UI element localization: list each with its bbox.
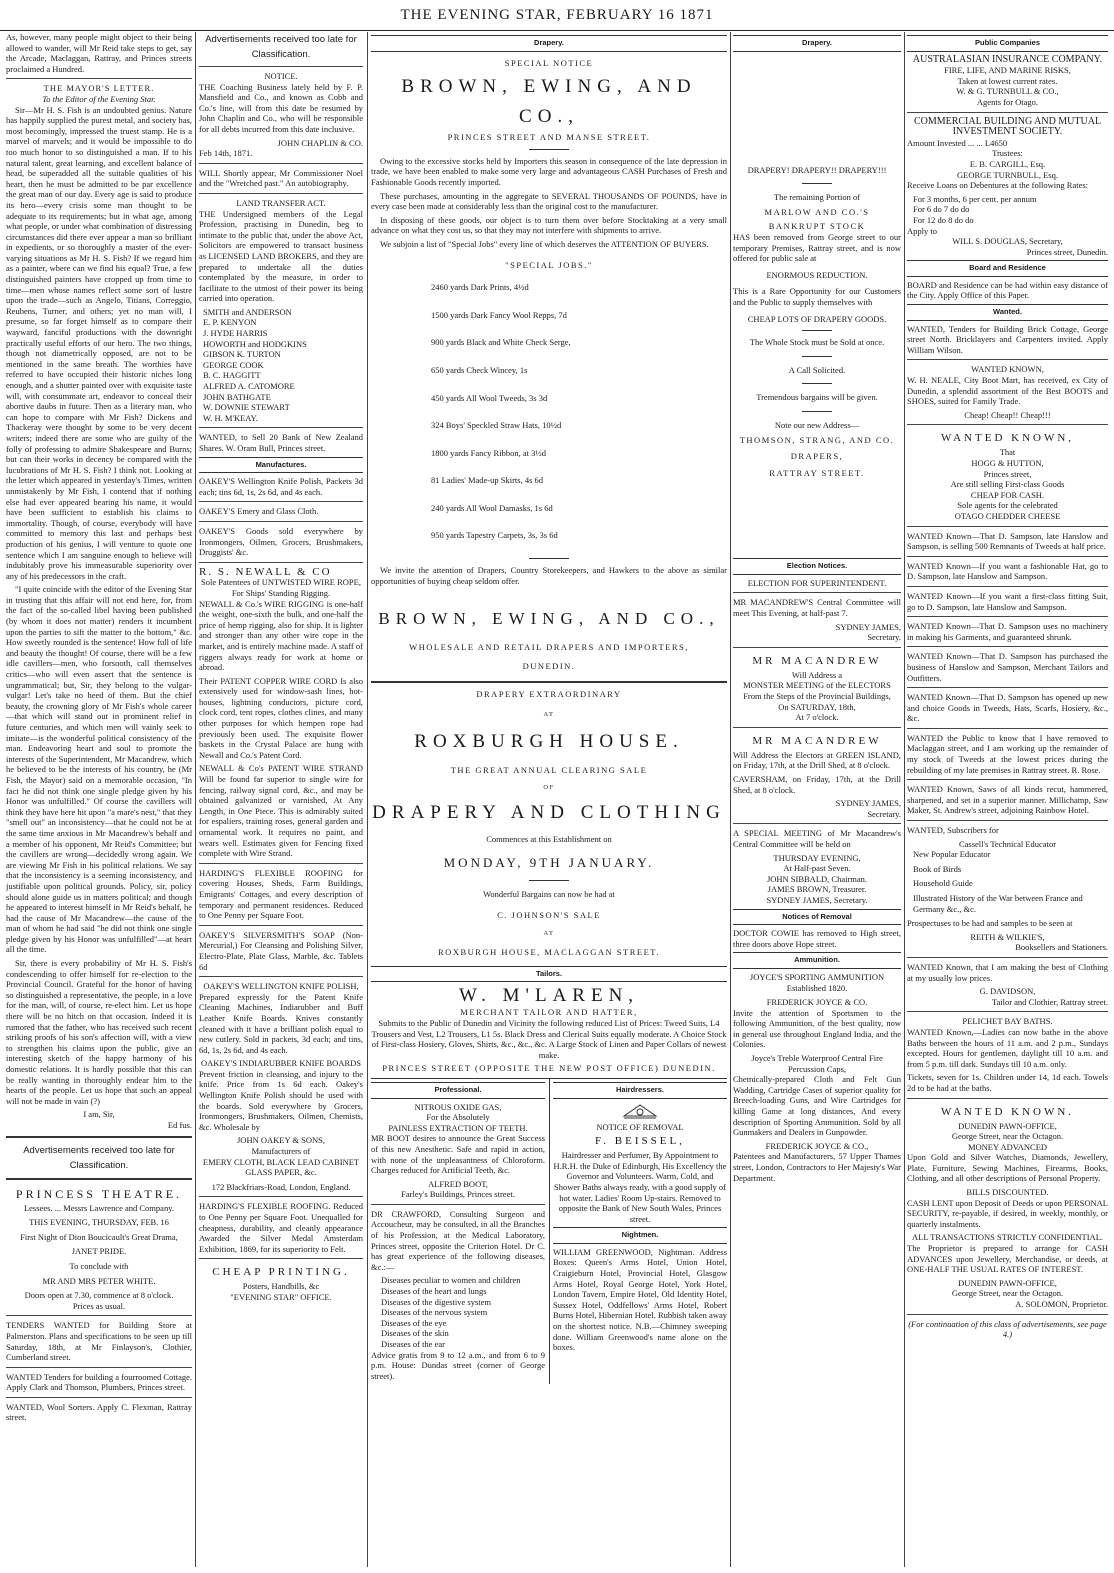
- ad-greenwood: WILLIAM GREENWOOD, Nightman. Address Boxes: Queen's Arms Hotel, Union Hotel, Craigieburn Hotel, Provincial Hotel, Glasgow Arms Hotel, Royal George Hotel, York Hotel, London Tavern, Empire Hotel, Old Identity Hotel, Sussex Hotel, Oddfellows' Arms Hotel, Robert Burns Hotel, Hibernian Hotel. Rubbish taken away on the shortest notice. N.B.—Chimney sweeping done. William Greenwood's name alone on the boxes.: [553, 1246, 727, 1353]
- treasurer: JAMES BROWN, Treasurer.: [767, 884, 867, 895]
- princess-theatre-title: PRINCESS THEATRE.: [15, 1186, 183, 1201]
- land-transfer-title: LAND TRANSFER ACT.: [236, 197, 326, 208]
- book-list: [907, 849, 1108, 914]
- secretary-title: Secretary.: [867, 632, 901, 643]
- green-island: Will Address the Electors at GREEN ISLAND, on Friday, 17th, at the Drill Shed, at 8 o'clock.: [733, 749, 901, 771]
- prospectuses: Prospectuses to be had and samples to be seen at: [907, 918, 1073, 929]
- job-item: 240 yards All Wool Damasks, 1s 6d: [431, 502, 553, 513]
- wanted-known-2: WANTED KNOWN,: [940, 432, 1075, 445]
- continuation-note: (For continuation of this class of advertisements, see page 4.): [908, 1318, 1107, 1340]
- commences: Commences at this Establishment on: [486, 833, 612, 844]
- job-item: 450 yards All Wool Tweeds, 3s 3d: [431, 392, 548, 403]
- marlow: MARLOW AND CO.'S: [764, 206, 870, 217]
- notice-signature: JOHN CHAPLIN & CO.: [277, 137, 363, 148]
- ad-oakey-emery: OAKEY'S Emery and Glass Cloth.: [199, 506, 319, 517]
- royal-arms-icon: [620, 1102, 660, 1120]
- whole-stock: The Whole Stock must be Sold at once.: [749, 337, 885, 348]
- brown-ewing-disposing: In disposing of these goods, our object is to turn them over before Stocktaking at a very small advance on what they cost us, so that they may not interfere with shipments to arrive.: [371, 214, 727, 236]
- established: Established 1820.: [786, 982, 848, 993]
- brown-ewing-invite: We invite the attention of Drapers, Country Storekeepers, and Hawkers to the above as similar opportunities of buying cheap seldom offer.: [371, 565, 727, 586]
- ad-beissel: Hairdresser and Perfumer, By Appointment to H.R.H. the Duke of Edinburgh, His Excellency the Governor and Volunteers. Warm, Cold, and Shower Baths always ready, with a good supply of hot water. Ladies' Room Up-stairs. Removed to opposite the Bank of New South Wales, Princes street.: [553, 1150, 727, 1224]
- solicitor-name: HOWORTH and HODGKINS: [203, 338, 307, 349]
- wanted-known-3: WANTED KNOWN.: [940, 1105, 1075, 1118]
- clearing-sale: THE GREAT ANNUAL CLEARING SALE: [450, 764, 648, 775]
- that: That: [999, 447, 1016, 458]
- solomon: A. SOLOMON, Proprietor.: [1015, 1299, 1108, 1309]
- notice-date: Feb 14th, 1871.: [199, 148, 253, 159]
- thomson-strang: THOMSON, STRANG, AND CO.: [739, 434, 895, 445]
- job-item: 2460 yards Dark Prints, 4½d: [431, 282, 529, 293]
- late-ads-header: Advertisements received too late for Classification.: [23, 1144, 175, 1171]
- letter-signoff: I am, Sir,: [83, 1109, 115, 1120]
- ad-sampson: WANTED Known—That D. Sampson has purchased the business of Hanslow and Sampson, Merchant Tailors and Outfitters.: [907, 651, 1108, 683]
- lowest-rates: Taken at lowest current rates.: [957, 75, 1058, 86]
- rates-list: [907, 194, 1108, 226]
- nitrous-title: NITROUS OXIDE GAS,: [414, 1101, 502, 1112]
- pawn-office-2: DUNEDIN PAWN-OFFICE,: [958, 1277, 1057, 1288]
- wanted-known: WANTED KNOWN,: [971, 364, 1044, 375]
- wholesale-line: WHOLESALE AND RETAIL DRAPERS AND IMPORTERS,: [409, 642, 689, 653]
- drapers: DRAPERS,: [790, 451, 844, 462]
- newall-subtitle: Sole Patentees of UNTWISTED WIRE ROPE, For Ships' Standing Rigging.: [201, 577, 361, 598]
- column-late-ads: [199, 32, 363, 1567]
- bankrupt-stock: BANKRUPT STOCK: [768, 221, 866, 232]
- remaining-portion: The remaining Portion of: [773, 192, 861, 203]
- ad-cowie: DOCTOR COWIE has removed to High street, three doors above Hope street.: [733, 928, 901, 949]
- bath-tickets: Tickets, seven for 1s. Children under 14, 1d each. Towels 2d to be had at the baths.: [907, 1072, 1108, 1093]
- thursday-evening: THURSDAY EVENING,: [773, 852, 861, 863]
- joyce-title: JOYCE'S SPORTING AMMUNITION: [749, 971, 885, 982]
- pawn-street: George Street, near the Octagon.: [951, 1131, 1064, 1142]
- book-item: New Popular Educator: [913, 849, 991, 860]
- letter-signature: Ed fus.: [167, 1119, 192, 1130]
- douglas: WILL S. DOUGLAS, Secretary,: [952, 236, 1063, 247]
- sole-agents: Sole agents for the celebrated: [957, 500, 1058, 511]
- brown-ewing-title: BROWN, EWING, AND CO.,: [401, 76, 697, 128]
- ad-coaching-notice: THE Coaching Business lately held by F. P. Mansfield and Co., and known as Cobb and Co.'s line, will from this date be resumed by John Chaplin and Co., who will be responsible for all debts incurred from this date inclusive.: [199, 81, 363, 134]
- rattray: RATTRAY STREET.: [769, 467, 865, 478]
- new-address: Note our new Address—: [774, 419, 860, 430]
- bargains: Wonderful Bargains can now be had at: [483, 889, 615, 900]
- letter-paragraph: Sir—Mr H. S. Fish is an undoubted genius. Nature has happily supplied the purest metal, and society has, most becomingly, impressed the truest stamp. He is a marvel of marvels; and it would be impossible to do too much honor to so distinguished a man. If to his natural talent, great learning, and excellent balance of head, be superadded all the suitable qualities of his heart, then he must be admitted to be par excellence the great man of our day. Every age is said to produce its hero—every crisis some man thought to be adequate to its requirements; but in what age, among what people, or under what combination of distressing circumstances did there ever appear a man so brilliant in expedients, or so thoroughly a master of the ever-varying situations as Mr H. S. Fish? If we regard him as a painter, where can we find his equal? True, a few distinguished painters have cropped up from time to time—men whose names reflect some sort of lustre upon the trade—such as Angelo, Titians, Correggio, Reubens, Turner, and others; yet no man will, I presume, so far forget himself as to compare their wayward, fanciful productions with the downright practically useful efforts of our hero. The two things, though not diametrically opposed, are not to be mentioned in the same breath. The worthies have referred to have occupied their historic niches long enough, and a shutter painted over with exquisite taste will, with consummate art, endeavor to conceal their abortive daubs in future. Then as a literary man, who can hope to compare with Mr Fish? Dickens and Thackeray were thought by some to be very decent writers; indeed there are some who are guilty of the folly of professing to admire Shakespeare and Burns; but can their works in decency be compared with the lucubrations of Mr H. S. Fish? I think not. Looking at the letter which appeared in yesterday's Times, written unmistakenly by Mr Fish, I contend that if nothing else had ever appeared bearing his name, it would have been sufficient to establish his claims to immortality. Though, of course, everybody will have committed to memory this last and perhaps best production of his genius, I will venture to quote one sentence which I am sanguine enough to believe will indubitably prove his immeasurable superiority over any of his predecessors in the craft.: [6, 104, 192, 581]
- mlaren-prices: Submits to the Public of Dunedin and Vicinity the following reduced List of Prices: Tweed Suits, L4 Trousers and Vest, L2 Trousers, L1 5s. Black Dress and Clerical Suits equally moderate. A Choice Stock of First-class Hosiery, Gloves, Shirts, &c., &c., &c. A Large Stock of Linen and Paper Collars of newest make.: [371, 1017, 727, 1060]
- ad-tenders-cottage: WANTED Tenders for building a fourroomed Cottage. Apply Clark and Thomson, Plumbers, Princes street.: [6, 1371, 192, 1393]
- book-item: Book of Birds: [913, 863, 962, 874]
- letter-paragraph: "I quite coincide with the editor of the Evening Star in trusting that this affair will not end here, for, from the fact of the so-called libel having been published (by whom it does not matter) renders it incumbent upon the parties to sift the matter to the bottom," &c. How sweetly rounded is the sentence! How full of life and beauty the thought! Of course, there will be a few idle cavillers—men, who forsooth, call themselves critics—who will even assert that the sentence is ungrammatical; but, Sir, they belong to the vulgar-vulgar! Let's take no heed of them. But the chief beauty, the crowning glory of Mr Fish's whole career—that which will stand out in prominent relief in future centuries, and which men will vainly seek to imitate—is the wonderful political consistency of the man. Endeavoring heart and soul to promote the interests of the Superintendent, Mr Macandrew, which he believed to be the interests of his country, he (Mr Fish, the Mayor) said on a memorable occasion, "In fact he did not think one single pledge given by his Honor was unfulfilled." Of course the cavillers will think they have here hit upon "a mare's nest," that they "smell out" an inconsistency—that he could not be at the same time anxious in Mr Macandrew's behalf and a member of his opponent, Mr Reid's Committee; but the cavillers are wrong—decidedly wrong again. We are viewing Mr Fish in his political relations. We say that the inconsistency is a seeming inconsistency, and justifiable upon political grounds. Policy, sir, policy should alone guide us in matters political; and though he appeared to interest himself in Mr Reid's behalf, he had the cause of Mr Macandrew—the cause of the man of whom he had said "he did not think one single pledge given by his Honor was unfulfilled"—at heart all the time.: [6, 584, 192, 955]
- hogg-hutton: HOGG & HUTTON,: [971, 458, 1044, 468]
- disease-item: Diseases of the heart and lungs: [381, 1286, 487, 1297]
- ad-boot: MR BOOT desires to announce the Great Success of this new Anesthetic. Safe and rapid in action, with none of the unpleasantness of Chloroform. Charges reduced for Artificial Teeth, &c.: [371, 1133, 545, 1176]
- disease-item: Diseases of the nervous system: [381, 1307, 488, 1318]
- painless-title: PAINLESS EXTRACTION OF TEETH.: [388, 1122, 528, 1133]
- solicitor-name: E. P. KENYON: [203, 317, 257, 328]
- disease-item: Diseases of the digestive system: [381, 1296, 492, 1307]
- masthead: THE EVENING STAR, FEBRUARY 16 1871: [0, 0, 1114, 31]
- section-heading: Public Companies: [907, 35, 1108, 52]
- prices: Prices as usual.: [72, 1300, 126, 1311]
- beissel-title: F. BEISSEL,: [595, 1135, 685, 1148]
- section-heading: Tailors.: [371, 966, 727, 983]
- ad-sampson: WANTED Known—That D. Sampson, late Hanslow and Sampson, is selling 500 Remnants of Tweeds at half price.: [907, 530, 1108, 552]
- enormous-reduction: ENORMOUS REDUCTION.: [766, 269, 868, 280]
- roxburgh-house-title: ROXBURGH HOUSE.: [414, 730, 684, 752]
- solicitor-name: ALFRED A. CATOMORE: [203, 381, 295, 392]
- job-item: 650 yards Check Wincey, 1s: [431, 364, 528, 375]
- late-ads-header: Advertisements received too late for Classification.: [205, 34, 357, 60]
- section-heading: Wanted.: [907, 304, 1108, 321]
- cheap-lots: CHEAP LOTS OF DRAPERY GOODS.: [747, 313, 887, 324]
- bottom-split: [371, 1079, 727, 1384]
- polish-title: OAKEY'S WELLINGTON KNIFE POLISH,: [203, 981, 359, 992]
- confidential: ALL TRANSACTIONS STRICTLY CONFIDENTIAL.: [911, 1232, 1104, 1243]
- meeting-day: On SATURDAY, 18th,: [778, 701, 856, 712]
- ad-removed: HAS been removed from George street to our temporary Premises, Rattray street, and is now offered for public sale at: [733, 231, 901, 264]
- meeting-time: At 7 o'clock.: [795, 712, 839, 723]
- drapery-extraordinary: DRAPERY EXTRAORDINARY: [476, 689, 622, 700]
- sale-date: MONDAY, 9TH JANUARY.: [443, 855, 655, 871]
- ad-newall-copper: Their PATENT COPPER WIRE CORD Is also extensively used for window-sash lines, hot-houses, lightning conductors, picture cord, clock cord, tent ropes, clothes clines, and many other purposes for which hempen rope had previously been used. The exquisite flower baskets in the Crystal Palace are hung with Newall and Co.'s Patent Cord.: [199, 675, 363, 760]
- amount-invested: Amount Invested ... ... L4650: [907, 137, 1008, 148]
- ad-harding-roofing-2: HARDING'S FLEXIBLE ROOFING. Reduced to One Penny per Square Foot. Unequalled for cheapness, durability, and cleanly appearance Awarded the Silver Medal Amsterdam Exhibition, 1869, for its superiority to Felt.: [199, 1201, 363, 1254]
- joyce-wadding: Chemically-prepared Cloth and Felt Gun Wadding, Cartridge Cases of superior quality for Breech-loading Guns, and Wire Cartridges for killing Game at long distances, And every description of Sporting Ammunition. Sold by all Gunmakers and Dealers in Gunpowder.: [733, 1074, 901, 1138]
- secretary-title-2: Secretary.: [867, 808, 901, 819]
- will-address: Will Address a: [791, 669, 843, 680]
- letter-salutation: To the Editor of the Evening Star.: [42, 93, 156, 104]
- commercial-title: COMMERCIAL BUILDING AND MUTUAL INVESTMENT SOCIETY.: [913, 115, 1102, 138]
- evening-star-office: "EVENING STAR" OFFICE.: [230, 1291, 332, 1302]
- caversham: CAVERSHAM, on Friday, 17th, at the Drill Shed, at 8 o'clock.: [733, 774, 901, 795]
- election-title: ELECTION FOR SUPERINTENDENT.: [747, 577, 887, 588]
- opening-paragraph: As, however, many people might object to their being allowed to wander, will Mr Reid take steps to get, say the Arcade, Maclaggan, Rattray, and Princes streets proclaimed a Hundred.: [6, 32, 192, 74]
- column-companies-wanted: [907, 32, 1108, 1567]
- money-advanced: MONEY ADVANCED: [967, 1141, 1048, 1152]
- ad-autobiography: WILL Shortly appear, Mr Commissioner Noel and the "Wretched past." An autobiography.: [199, 167, 363, 189]
- cash-lent: CASH LENT upon Deposit of Deeds or upon PERSONAL SECURITY, re-payable, if desired, in weekly, monthly, or quarterly instalments.: [907, 1197, 1108, 1229]
- cheap-for-cash: CHEAP FOR CASH.: [970, 489, 1045, 500]
- solicitor-name: GIBSON K. TURTON: [203, 349, 281, 360]
- book-item: Illustrated History of the War between France and Germany &c., &c.: [913, 893, 1083, 914]
- trustee-name: E. B. CARGILL, Esq.: [969, 158, 1046, 169]
- rare-opportunity: This is a Rare Opportunity for our Customers and the Public to supply themselves with: [733, 286, 901, 307]
- brown-ewing-owing: Owing to the excessive stocks held by Importers this season in consequence of the late depression in trade, we have been enabled to make some very large and advantageous CASH Purchases of Fresh and Fashionable Goods recently imported.: [371, 155, 727, 187]
- column-rule: [904, 32, 905, 1567]
- performance-date: THIS EVENING, THURSDAY, FEB. 16: [29, 1217, 169, 1228]
- boards-title: OAKEY'S INDIARUBBER KNIFE BOARDS: [201, 1058, 361, 1069]
- column-drapery-elections: [733, 32, 901, 1567]
- australasian-title: AUSTRALASIAN INSURANCE COMPANY.: [912, 53, 1103, 65]
- proprietor-prepared: The Proprietor is prepared to arrange for CASH ADVANCES upon Jewellery, Merchandise, or deeds, at ONE-HALF THE USUAL RATES OF INTEREST.: [907, 1243, 1108, 1275]
- ad-sampson: WANTED Known—If you want a first-class fitting Suit, go to D. Sampson, late Hanslow and Sampson.: [907, 590, 1108, 612]
- brown-ewing-title-2: BROWN, EWING, AND CO.,: [378, 609, 720, 629]
- half-seven: At Half-past Seven.: [783, 863, 851, 874]
- ad-land-transfer: THE Undersigned members of the Legal Profession, practising in Dunedin, beg to intimate to the public that, under the above Act, Solicitors are empowered to transact business as LICENSED LAND BROKERS, and they are prepared to undertake all the duties contemplated by the measure, in order to facilitate to the utmost of their power its being carried into operation.: [199, 208, 363, 304]
- ad-newall-strand: NEWALL & Co's PATENT WIRE STRAND Will be found far superior to single wire for fencing, railway signal cord, &c., and may be obtained galvanized or varnished, At Any Length, in One Piece. This is admirably suited for espaliers, training roses, general garden and ornamental work. It requires no paint, and wears well. Estimates given for Fencing fixed complete with Wire Strand.: [199, 763, 363, 859]
- cheap-cheap: Cheap! Cheap!! Cheap!!!: [964, 409, 1051, 420]
- still-selling: Are still selling First-class Goods: [950, 479, 1065, 490]
- farce-title: MR AND MRS PETER WHITE.: [42, 1275, 156, 1286]
- dunedin-line: DUNEDIN.: [522, 660, 576, 671]
- posters: Posters, Handbills, &c: [242, 1281, 320, 1292]
- ad-tenders-store: TENDERS WANTED for Building Store at Palmerston. Plans and specifications to be seen up till Saturday, 18th, at Mr Finlayson's, Clothier, Cumberland street.: [6, 1320, 192, 1363]
- book-item: Household Guide: [913, 878, 973, 889]
- section-heading: Drapery.: [371, 35, 727, 52]
- secretary-name-2: SYDNEY JAMES,: [835, 798, 901, 809]
- macandrew-title-2: MR MACANDREW: [752, 734, 882, 747]
- apply-to: Apply to: [907, 225, 937, 236]
- cheap-printing-title: CHEAP PRINTING.: [212, 1266, 350, 1279]
- letter-paragraph: Sir, there is every probability of Mr H. S. Fish's condescending to offer himself for re-election to the Provincial Council. Grateful for the honor of having so distinguished a representative, the people, in a love for the man, will, of course, re-elect him. Let us hope there will be no hitch on that occasion. Indeed it is rumored that the father, who has received such recent striking proofs of his son's affection will, with a view to strengthen his claims upon the public, give an interesting sketch of the happy harmony of his domestic relations. It is hardly possible that this can be really wanting in thoroughly endear him to the hearts of the people. Let us hope that such an appeal will not be made in vain (?): [6, 958, 192, 1106]
- newall-title: R. S. NEWALL & CO: [199, 565, 332, 578]
- bills-discounted: BILLS DISCOUNTED.: [966, 1187, 1049, 1198]
- professional-block: [371, 1079, 550, 1384]
- solicitor-name: B. C. HAGGITT: [203, 370, 261, 381]
- at-label-2: AT: [543, 929, 555, 937]
- call-solicited: A Call Solicited.: [788, 364, 846, 375]
- ad-wool-sorters: WANTED, Wool Sorters. Apply C. Flexman, Rattray street.: [6, 1401, 192, 1423]
- drapery-banner: DRAPERY! DRAPERY!! DRAPERY!!!: [747, 164, 887, 175]
- solicitor-name: W. DOWNIE STEWART: [203, 402, 290, 413]
- disease-item: Diseases of the skin: [381, 1328, 449, 1339]
- ad-oakey-soap: OAKEY'S SILVERSMITH'S SOAP (Non-Mercurial,) For Cleansing and Polishing Silver, Electro-Plate, Plate Glass, Marble, &c. Tablets 6d: [199, 929, 363, 972]
- at-label: AT: [543, 711, 555, 719]
- oakey-sons: JOHN OAKEY & SONS,: [237, 1135, 325, 1146]
- ad-sampson: WANTED Known—That D. Sampson has opened up new and choice Goods in Tweeds, Hats, Scarfs, Hosiery, &c., &c.: [907, 692, 1108, 724]
- door-times: Doors open at 7.30, commence at 8 o'clock.: [24, 1290, 174, 1301]
- ad-sampson: WANTED Known—That D. Sampson uses no machinery in making his Garments, and guaranteed shrunk.: [907, 621, 1108, 642]
- ad-oakey-goods: OAKEY'S Goods sold everywhere by Ironmongers, Oilmen, Grocers, Brushmakers, Druggists' &c.: [199, 525, 363, 558]
- section-heading: Election Notices.: [733, 558, 901, 575]
- oakey-address: 172 Blackfriars-Road, London, England.: [211, 1181, 351, 1192]
- percussion-caps: Joyce's Treble Waterproof Central Fire Percussion Caps,: [751, 1053, 883, 1074]
- emery-cloth: EMERY CLOTH, BLACK LEAD CABINET GLASS PAPER, &c.: [202, 1156, 360, 1178]
- booksellers: Booksellers and Stationers.: [1015, 942, 1108, 953]
- section-heading: Manufactures.: [199, 457, 363, 474]
- joyce-patentees: Patentees and Manufacturers, 57 Upper Thames street, London, Contractors to Her Majesty's War Department.: [733, 1151, 901, 1183]
- mlaren-title: W. M'LAREN,: [458, 985, 640, 1007]
- frederick-joyce-2: FREDERICK JOYCE & CO.,: [765, 1140, 869, 1151]
- ad-boards-body: Prevent friction in cleansing, and injury to the knife. Price from 1s 6d each. Oakey's Wellington Knife Polish should be used with the boards. Sold everywhere by Grocers, Ironmongers, Brushmakers, Oilmen, Chemists, &c. Wholesale by: [199, 1068, 363, 1132]
- ad-board: BOARD and Residence can be had within easy distance of the City. Apply Office of this Paper.: [907, 279, 1108, 301]
- ad-brick-cottage: WANTED, Tenders for Building Brick Cottage, George street North. Bricklayers and Carpenters invited. Apply William Wilson.: [907, 323, 1108, 355]
- ad-rose: WANTED the Public to know that I have removed to Maclaggan street, and I am working up the remainder of my stock of Tweeds at the lowest prices during the rebuilding of my late premises in Rattray street. R. Rose.: [907, 732, 1108, 775]
- section-heading: Hairdressers.: [553, 1082, 727, 1099]
- removal-notice: NOTICE OF REMOVAL: [596, 1121, 684, 1132]
- tremendous: Tremendous bargains will be given.: [756, 392, 878, 403]
- column-rule: [367, 32, 368, 1567]
- secretary: SYDNEY JAMES, Secretary.: [766, 894, 868, 905]
- ad-polish-body: Prepared expressly for the Patent Knife Cleaning Machines, Indiarubber and Buff Leather Knife Boards. Knives constantly cleaned with it have a brilliant polish equal to new cutlery. Sold in packets, 3d each; and tins, 6d, 1s, 2s 6d, and 4s each.: [199, 991, 363, 1055]
- tailor-clothier: Tailor and Clothier, Rattray street.: [991, 996, 1108, 1007]
- job-item: 950 yards Tapestry Carpets, 3s, 3s 6d: [431, 530, 558, 541]
- disease-item: Diseases of the ear: [381, 1339, 445, 1349]
- davidson: G. DAVIDSON,: [979, 986, 1036, 997]
- special-meeting: A SPECIAL MEETING of Mr Macandrew's Central Committee will be held on: [733, 828, 901, 849]
- secretary-name: SYDNEY JAMES,: [835, 621, 901, 632]
- solicitor-list: [199, 307, 363, 424]
- reith-wilkie: REITH & WILKIE'S,: [970, 931, 1045, 942]
- disease-item: Diseases peculiar to women and children: [381, 1275, 521, 1286]
- chairman: JOHN SIBBALD, Chairman.: [766, 873, 868, 884]
- pawn-office: DUNEDIN PAWN-OFFICE,: [958, 1120, 1057, 1131]
- receive-loans: Receive Loans on Debentures at the following Rates:: [907, 180, 1089, 191]
- douglas-address: Princes street, Dunedin.: [1026, 246, 1108, 257]
- ad-bank-shares: WANTED, to Sell 20 Bank of New Zealand Shares. W. Oram Bull, Princes street.: [199, 432, 363, 453]
- ad-clothing: WANTED Known, that I am making the best of Clothing at my usually low prices.: [907, 961, 1108, 983]
- agents: Agents for Otago.: [976, 96, 1039, 107]
- of-label: OF: [543, 784, 555, 792]
- drapery-clothing-title: DRAPERY AND CLOTHING: [372, 801, 726, 823]
- brown-ewing-subjoin: We subjoin a list of "Special Jobs" every line of which deserves the ATTENTION OF BUYERS.: [380, 238, 709, 249]
- ad-newall-rigging: NEWALL & Co.'s WIRE RIGGING is one-half the weight, one-sixth the bulk, and one-half the price of hemp rigging, also for ship. It is lighter and stronger than any other wire rope in the market, and is entirely machine made. A staff of riggers always ready for work at home or abroad.: [199, 598, 363, 673]
- subscribers: WANTED, Subscribers for: [907, 825, 999, 836]
- mlaren-address: PRINCES STREET (OPPOSITE THE NEW POST OFFICE) DUNEDIN.: [382, 1063, 716, 1074]
- ad-sampson: WANTED Known—If you want a fashionable Hat, go to D. Sampson, late Hanslow and Sampson.: [907, 560, 1108, 582]
- section-heading: Notices of Removal: [733, 909, 901, 926]
- disease-item: Diseases of the eye: [381, 1317, 447, 1328]
- notice-title: NOTICE.: [264, 71, 298, 81]
- alfred-boot: ALFRED BOOT,: [428, 1178, 488, 1189]
- turnbull: W. & G. TURNBULL & CO.,: [956, 86, 1059, 97]
- macandrew-title: MR MACANDREW: [752, 654, 882, 667]
- solicitor-name: J. HYDE HARRIS: [203, 328, 268, 339]
- monster-meeting: MONSTER MEETING of the ELECTORS: [743, 680, 891, 691]
- section-heading: Drapery.: [733, 35, 901, 52]
- section-heading: Board and Residence: [907, 260, 1108, 277]
- trustees: Trustees:: [992, 148, 1023, 159]
- letter-title: THE MAYOR'S LETTER.: [43, 83, 155, 94]
- job-item: 324 Boys' Speckled Straw Hats, 10½d: [431, 420, 562, 431]
- chedder-cheese: OTAGO CHEDDER CHEESE: [954, 510, 1061, 521]
- ad-baths: WANTED Known,—Ladies can now bathe in the above Baths between the hours of 11 a.m. and 2 p.m., Sundays excepted. Hours for gentlemen, daylight till 10 a.m. and from 5 p.m. till dark. Sundays till 10 a.m. only.: [907, 1026, 1108, 1069]
- column-mayors-letter: [6, 32, 192, 1567]
- ad-oakey-polish: OAKEY'S Wellington Knife Polish, Packets 3d each; tins 6d, 1s, 2s 6d, and 4s each.: [199, 476, 363, 497]
- ad-mac-committee: MR MACANDREW'S Central Committee will meet This Evening, at half-past 7.: [733, 597, 901, 619]
- special-jobs-title: "SPECIAL JOBS.": [505, 259, 593, 270]
- trustee-name: GEORGE TURNBULL, Esq.: [957, 169, 1058, 180]
- section-heading: Ammunition.: [733, 952, 901, 969]
- play-title: JANET PRIDE.: [71, 1246, 127, 1257]
- advice-hours: Advice gratis from 9 to 12 a.m., and from 6 to 9 p.m. House: Dundas street (corner of George street).: [371, 1349, 545, 1381]
- frederick-joyce: FREDERICK JOYCE & CO.: [766, 997, 868, 1008]
- cassell: Cassell's Technical Educator: [958, 838, 1057, 849]
- pawn-body: Upon Gold and Silver Watches, Diamonds, Jewellery, Plate, Furniture, Sewing Machines, Firearms, Books, Clothing, and all other descriptions of Personal Property.: [907, 1152, 1108, 1184]
- mlaren-subtitle: MERCHANT TAILOR AND HATTER,: [460, 1007, 638, 1018]
- column-rule: [195, 32, 196, 1567]
- solicitor-name: W. H. M'KEAY.: [203, 412, 258, 423]
- joyce-invite: Invite the attention of Sportsmen to the following Ammunition, of the best quality, now in general use throughout England India, and the Colonies.: [733, 1007, 901, 1050]
- ad-saws: WANTED Known, Saws of all kinds recut, hammered, sharpened, and set in a superior manner. Millichamp, Saw Maker, St. Andrew's street, adjoining Rainbow Hotel.: [907, 784, 1108, 816]
- brown-ewing-address: PRINCES STREET AND MANSE STREET.: [447, 132, 651, 143]
- section-heading: Nightmen.: [553, 1227, 727, 1244]
- section-heading: Professional.: [371, 1082, 545, 1099]
- pawn-street-2: George Street, near the Octagon.: [951, 1288, 1064, 1299]
- job-item: 1800 yards Fancy Ribbon, at 3½d: [431, 447, 546, 458]
- solicitor-name: SMITH and ANDERSON: [203, 306, 292, 317]
- job-item: 900 yards Black and White Check Serge,: [431, 337, 571, 348]
- ad-neale: W. H. NEALE, City Boot Mart, has received, ex City of Dunedin, a splendid assortment of the Best BOOTS and SHOES, suited for Family Trade.: [907, 375, 1108, 407]
- farley-buildings: Farley's Buildings, Princes street.: [401, 1189, 515, 1200]
- absolutely: For the Absolutely: [426, 1112, 490, 1123]
- job-item: 81 Ladies' Made-up Skirts, 4s 6d: [431, 475, 544, 486]
- conclude-text: To conclude with: [69, 1260, 129, 1271]
- pelichet-title: PELICHET BAY BATHS.: [962, 1016, 1053, 1027]
- provincial-steps: From the Steps of the Provincial Buildings,: [743, 691, 891, 702]
- princes-street: Princes street,: [983, 468, 1032, 479]
- first-night: First Night of Dion Boucicault's Great Drama,: [20, 1231, 178, 1242]
- solicitor-name: JOHN BATHGATE: [203, 391, 271, 402]
- job-item: 1500 yards Dark Fancy Wool Repps, 7d: [431, 309, 567, 320]
- special-jobs-list: [371, 282, 727, 541]
- johnson-sale: C. JOHNSON'S SALE: [497, 910, 601, 920]
- roxburgh-address: ROXBURGH HOUSE, MACLAGGAN STREET.: [438, 947, 660, 958]
- risks: FIRE, LIFE, AND MARINE RISKS,: [944, 65, 1071, 76]
- manufacturers-of: Manufacturers of: [251, 1146, 311, 1157]
- column-rule: [730, 32, 731, 1567]
- ad-crawford: DR CRAWFORD, Consulting Surgeon and Accoucheur, may be consulted, in all the Branches of his Profession, at the Medical Laboratory, Princes street, opposite the Criterion Hotel. Dr C. has great experience of the following diseases, &c.:—: [371, 1208, 545, 1272]
- hairdressers-block: [553, 1079, 727, 1384]
- special-notice: SPECIAL NOTICE: [504, 57, 594, 68]
- ad-harding-roofing: HARDING'S FLEXIBLE ROOFING for covering Houses, Sheds, Farm Buildings, Emigrants' Cottages, and every description of temporary and permanent residences. Reduced to One Penny per Square Foot.: [199, 867, 363, 921]
- brown-ewing-purchases: These purchases, amounting in the aggregate to SEVERAL THOUSANDS OF POUNDS, have in every case been made at considerably less than the original cost to the manufacturer.: [371, 190, 727, 212]
- solicitor-name: GEORGE COOK: [203, 359, 264, 370]
- rate-row: For 12 do 8 do do: [913, 214, 974, 225]
- rate-row: For 3 months, 6 per cent. per annum: [913, 193, 1037, 204]
- rate-row: For 6 do 7 do do: [913, 204, 970, 215]
- diseases-list: [371, 1275, 545, 1349]
- lessees: Lessees. ... Messrs Lawrence and Company.: [23, 1202, 175, 1213]
- column-drapery: [371, 32, 727, 1567]
